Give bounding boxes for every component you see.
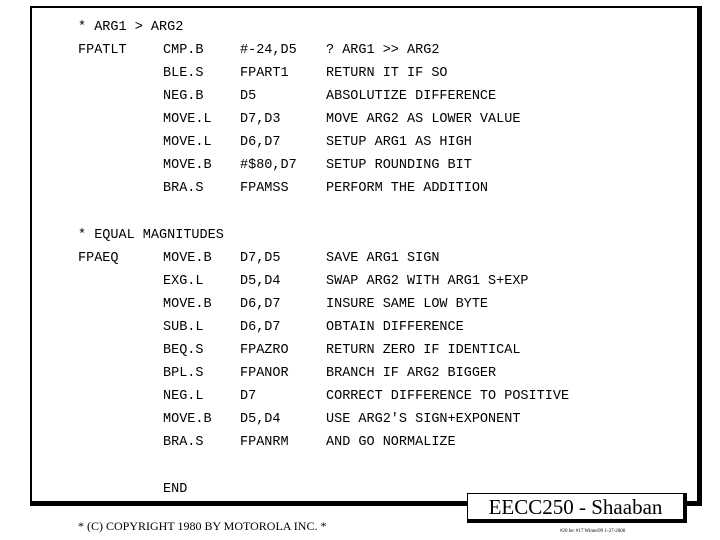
code-comment: MOVE ARG2 AS LOWER VALUE <box>326 112 521 127</box>
code-operand: #-24,D5 <box>240 43 297 58</box>
code-operand: D7,D3 <box>240 112 281 127</box>
code-opcode: BLE.S <box>163 66 204 81</box>
code-comment: BRANCH IF ARG2 BIGGER <box>326 366 497 381</box>
section-comment-line <box>0 226 224 246</box>
code-comment: SETUP ROUNDING BIT <box>326 158 472 173</box>
code-comment: INSURE SAME LOW BYTE <box>326 297 489 312</box>
code-comment: AND GO NORMALIZE <box>326 435 456 450</box>
code-opcode: BRA.S <box>163 181 204 196</box>
code-opcode: CMP.B <box>163 43 204 58</box>
code-opcode: BEQ.S <box>163 343 204 358</box>
code-opcode: NEG.L <box>163 389 204 404</box>
header-comment: * ARG1 > ARG2 <box>78 20 184 35</box>
code-opcode: SUB.L <box>163 320 204 335</box>
code-operand: D5,D4 <box>240 412 281 427</box>
code-comment: SAVE ARG1 SIGN <box>326 251 440 266</box>
code-opcode: BPL.S <box>163 366 204 381</box>
code-comment: ? ARG1 >> ARG2 <box>326 43 440 58</box>
section-comment: * EQUAL MAGNITUDES <box>78 228 224 243</box>
code-operand: FPART1 <box>240 66 289 81</box>
code-comment: RETURN ZERO IF IDENTICAL <box>326 343 521 358</box>
code-comment: OBTAIN DIFFERENCE <box>326 320 464 335</box>
header-comment-line <box>0 18 184 38</box>
code-comment: PERFORM THE ADDITION <box>326 181 489 196</box>
copyright-notice: * (C) COPYRIGHT 1980 BY MOTOROLA INC. * <box>78 519 327 533</box>
code-operand: #$80,D7 <box>240 158 297 173</box>
code-comment: CORRECT DIFFERENCE TO POSITIVE <box>326 389 570 404</box>
code-opcode: EXG.L <box>163 274 204 289</box>
code-operand: D7,D5 <box>240 251 281 266</box>
code-comment: ABSOLUTIZE DIFFERENCE <box>326 89 497 104</box>
code-opcode: MOVE.B <box>163 297 212 312</box>
code-comment: RETURN IT IF SO <box>326 66 448 81</box>
code-operand: D6,D7 <box>240 135 281 150</box>
code-opcode: MOVE.L <box>163 112 212 127</box>
code-comment: SWAP ARG2 WITH ARG1 S+EXP <box>326 274 529 289</box>
code-operand: D5,D4 <box>240 274 281 289</box>
code-comment: SETUP ARG1 AS HIGH <box>326 135 472 150</box>
slide-footnote: #20 lec #17 Winter99 1-27-2000 <box>560 529 626 534</box>
code-operand: D5 <box>240 89 257 104</box>
code-opcode: MOVE.B <box>163 158 212 173</box>
code-opcode: MOVE.B <box>163 412 212 427</box>
code-opcode: NEG.B <box>163 89 204 104</box>
code-opcode: MOVE.B <box>163 251 212 266</box>
course-title-box: EECC250 - Shaaban <box>467 493 687 523</box>
code-comment: USE ARG2'S SIGN+EXPONENT <box>326 412 521 427</box>
code-operand: D7 <box>240 389 257 404</box>
code-operand: D6,D7 <box>240 297 281 312</box>
code-label: FPATLT <box>78 43 127 58</box>
code-operand: FPAMSS <box>240 181 289 196</box>
code-operand: D6,D7 <box>240 320 281 335</box>
code-label: FPAEQ <box>78 251 119 266</box>
code-operand: FPANOR <box>240 366 289 381</box>
end-line <box>0 480 188 500</box>
code-operand: FPANRM <box>240 435 289 450</box>
end-directive: END <box>163 482 188 497</box>
code-opcode: MOVE.L <box>163 135 212 150</box>
code-opcode: BRA.S <box>163 435 204 450</box>
code-operand: FPAZRO <box>240 343 289 358</box>
